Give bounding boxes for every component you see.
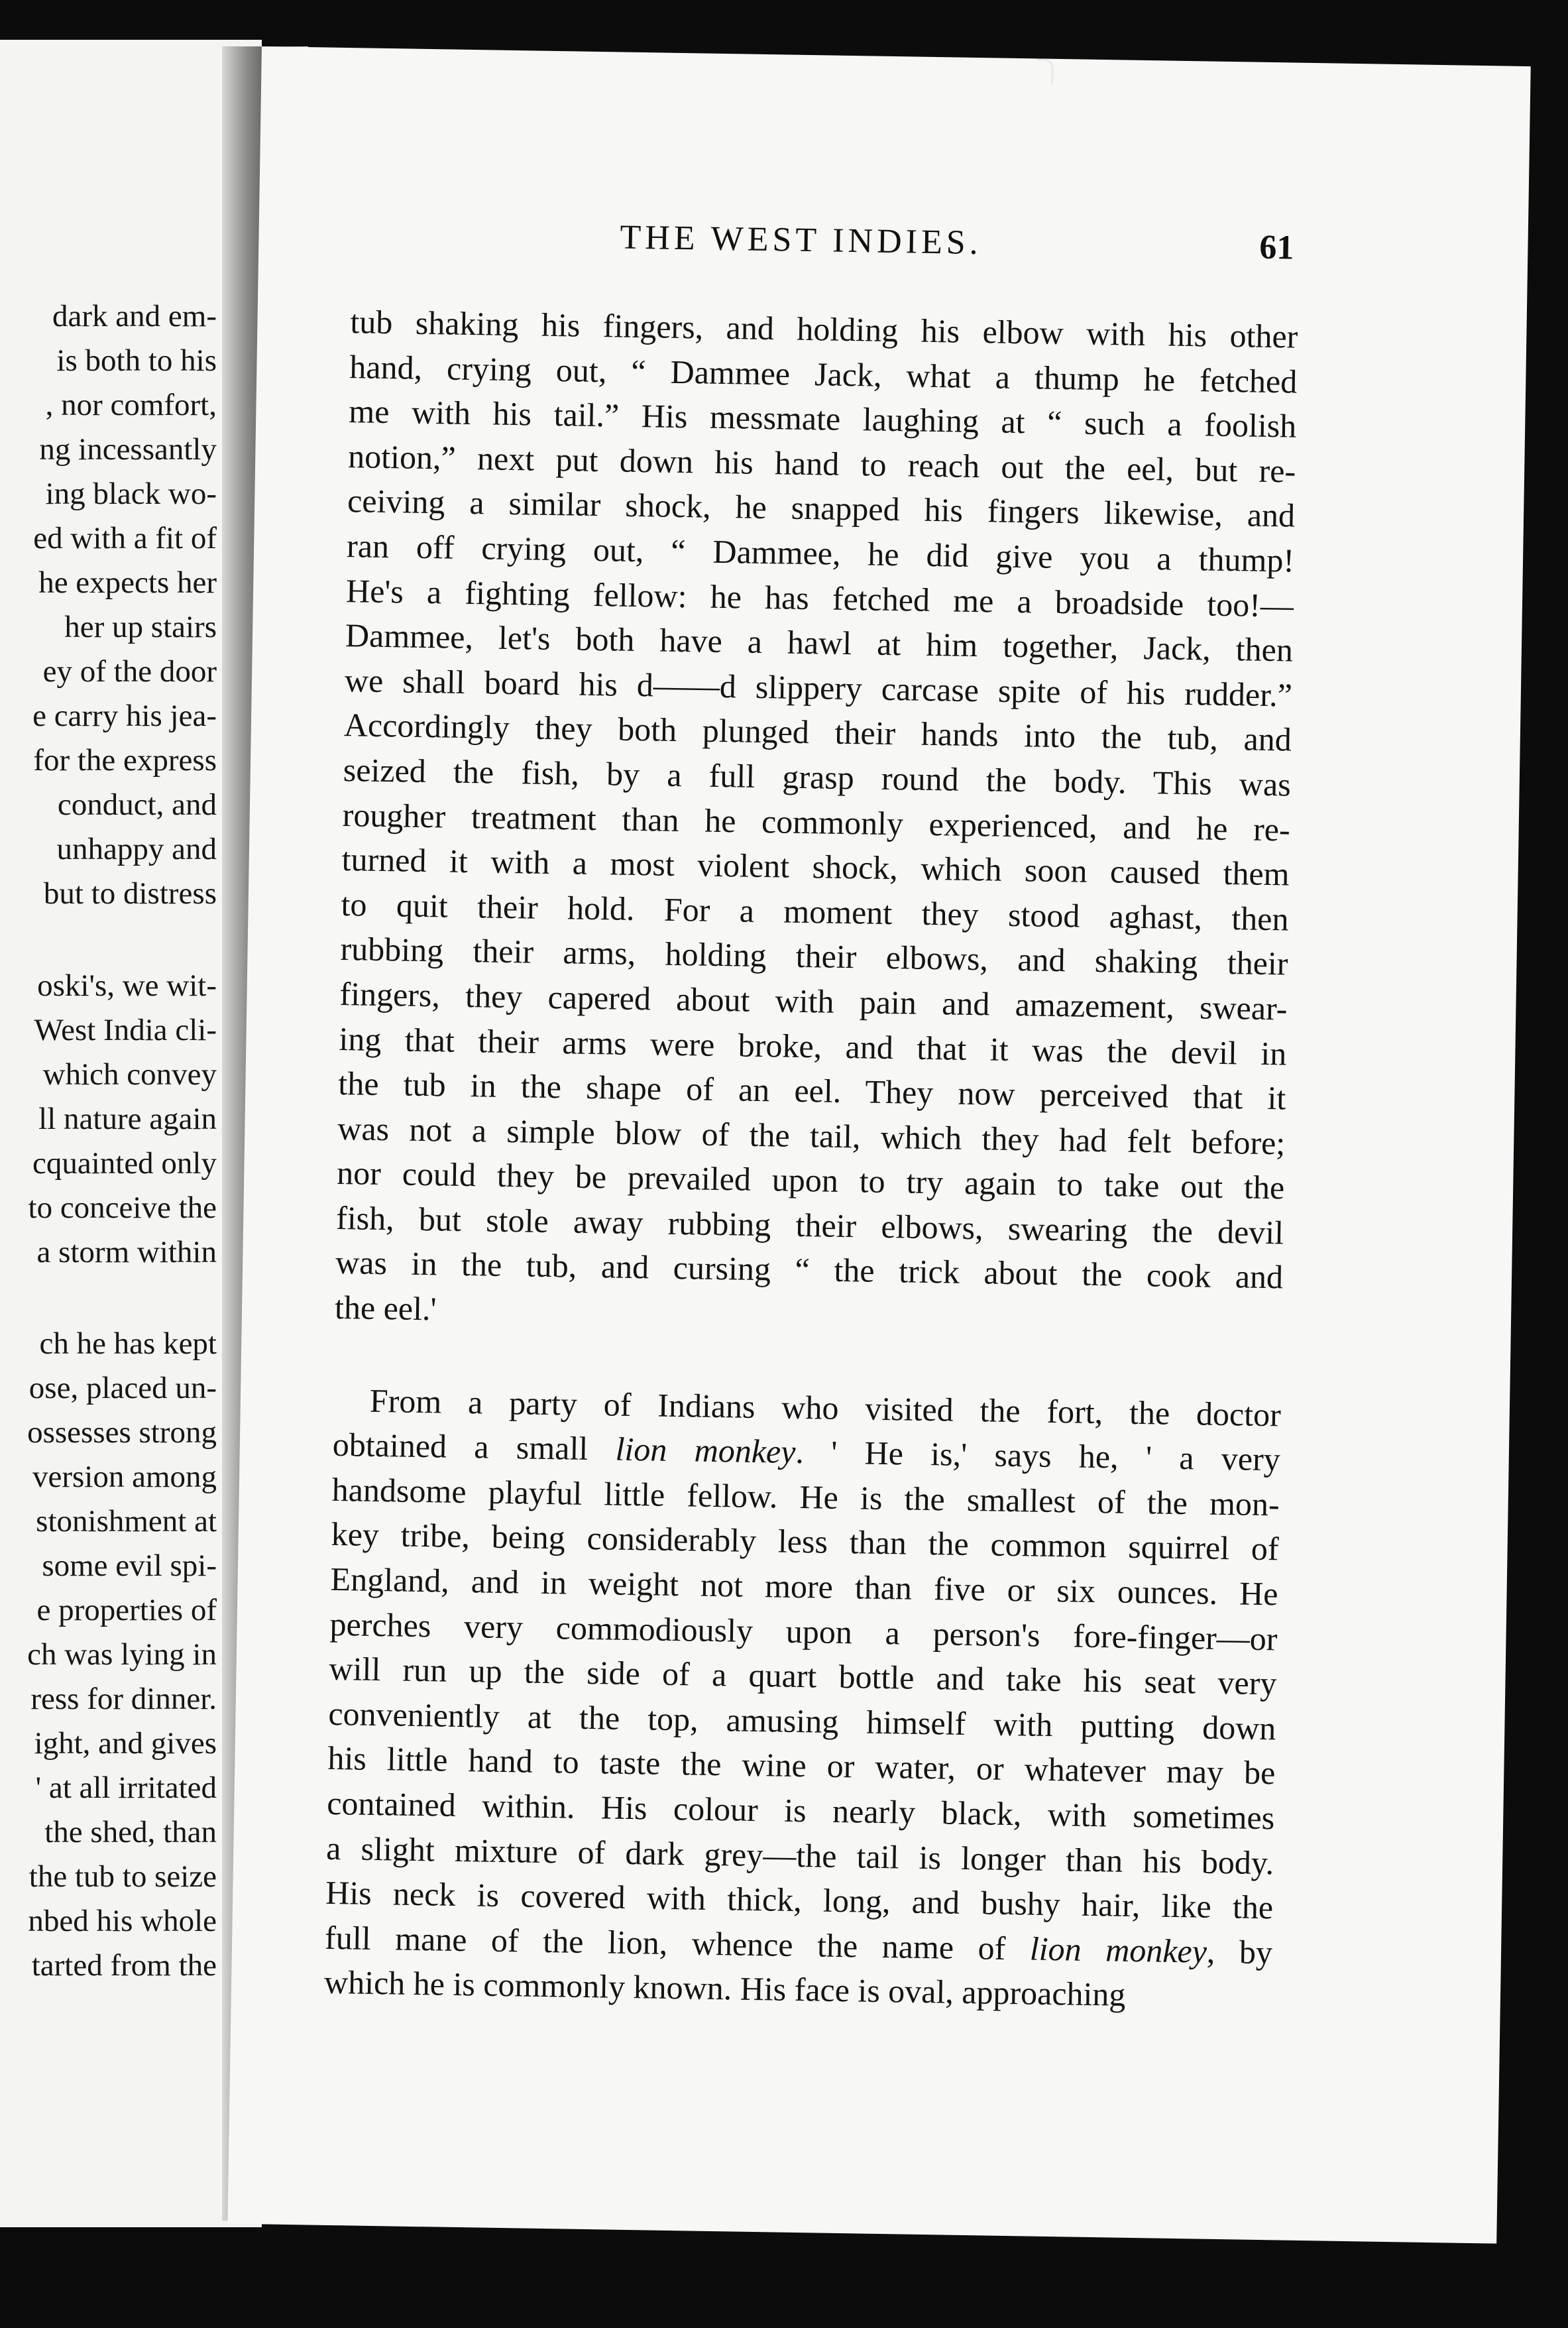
text-line: key tribe, being considerably less than the common squirrel of bbox=[331, 1515, 1280, 1568]
text-line: England, and in weight not more than five or six ounces. He bbox=[330, 1560, 1278, 1613]
left-page-line: he expects her bbox=[38, 565, 217, 600]
left-page-line: the shed, than bbox=[44, 1815, 217, 1849]
left-page-line: West India cli- bbox=[34, 1013, 217, 1047]
italic-term: lion monkey bbox=[1029, 1930, 1207, 1970]
left-page-line: version among bbox=[32, 1460, 217, 1494]
page-number: 61 bbox=[1259, 228, 1294, 267]
left-page-line: , nor comfort, bbox=[45, 388, 217, 422]
text-line: perches very commodiously upon a person's fore-finger—or bbox=[329, 1605, 1278, 1657]
text-line: His neck is covered with thick, long, and bushy hair, like the bbox=[325, 1874, 1274, 1926]
paragraph-2 bbox=[324, 1378, 1282, 2020]
left-page-line: ' at all irritated bbox=[35, 1771, 217, 1805]
left-page-line: ress for dinner. bbox=[30, 1682, 217, 1716]
text-line: rougher treatment than he commonly experienced, and he re- bbox=[342, 795, 1291, 848]
text-line: was not a simple blow of the tail, which they had felt before; bbox=[337, 1109, 1286, 1162]
left-page-line: the tub to seize bbox=[28, 1859, 217, 1894]
left-page-line: ose, placed un- bbox=[28, 1371, 217, 1405]
text-line: rubbing their arms, holding their elbows, and shaking their bbox=[340, 930, 1288, 982]
left-page-line: which convey bbox=[42, 1057, 217, 1092]
left-page-line: tarted from the bbox=[31, 1948, 217, 1983]
left-page-line: dark and em- bbox=[52, 299, 217, 333]
left-page-line: e properties of bbox=[36, 1593, 217, 1627]
text-line: was in the tub, and cursing “ the trick about the cook and bbox=[335, 1244, 1284, 1296]
text-line: which he is commonly known. His face is oval, approaching bbox=[323, 1963, 1126, 2014]
left-page-line: ch was lying in bbox=[27, 1637, 217, 1672]
left-page-line: ed with a fit of bbox=[33, 521, 217, 555]
text-line: nor could they be prevailed upon to try again to take out the bbox=[336, 1154, 1285, 1206]
text-line: to quit their hold. For a moment they stood aghast, then bbox=[341, 885, 1289, 938]
left-page-line: to conceive the bbox=[28, 1191, 217, 1225]
left-page-line: ight, and gives bbox=[34, 1726, 217, 1761]
left-page-line: ossesses strong bbox=[27, 1415, 217, 1450]
left-page-line: nbed his whole bbox=[28, 1904, 217, 1938]
text-line: we shall board his d——d slippery carcase spite of his rudder.” bbox=[344, 661, 1293, 714]
paragraph-1 bbox=[335, 300, 1298, 1345]
body-text bbox=[324, 300, 1298, 2020]
left-page-line: conduct, and bbox=[57, 787, 217, 822]
left-page-line: cquainted only bbox=[32, 1146, 217, 1181]
text-line: full mane of the lion, whence the name of lion monkey, by bbox=[324, 1918, 1273, 1971]
left-page-line: but to distress bbox=[43, 876, 217, 911]
page-mark bbox=[1036, 58, 1054, 84]
left-page-line: stonishment at bbox=[36, 1504, 217, 1539]
text-line: turned it with a most violent shock, which soon caused them bbox=[341, 841, 1290, 893]
text-line: Dammee, let's both have a hawl at him together, Jack, then bbox=[345, 616, 1294, 669]
text-line: hand, crying out, “ Dammee Jack, what a thump he fetched bbox=[349, 347, 1298, 400]
text-line: conveniently at the top, amusing himself with putting down bbox=[328, 1694, 1276, 1747]
text-line: tub shaking his fingers, and holding his elbow with his other bbox=[350, 303, 1298, 355]
text-line: the eel.' bbox=[334, 1289, 437, 1328]
left-page-line: ll nature again bbox=[38, 1102, 217, 1136]
left-page-line: e carry his jea- bbox=[32, 699, 217, 733]
right-page bbox=[227, 46, 1530, 2244]
text-line: He's a fighting fellow: he has fetched me a broadside too!— bbox=[345, 571, 1294, 624]
left-page-line: a storm within bbox=[36, 1235, 217, 1269]
left-page-line: ing black wo- bbox=[45, 477, 217, 511]
left-page-line: ng incessantly bbox=[39, 432, 217, 467]
text-line: a slight mixture of dark grey—the tail is longer than his body. bbox=[325, 1829, 1274, 1881]
text-line: his little hand to taste the wine or water, or whatever may be bbox=[327, 1739, 1276, 1792]
left-page-line: her up stairs bbox=[64, 610, 217, 644]
text-line: handsome playful little fellow. He is the smallest of the mon- bbox=[331, 1470, 1280, 1523]
text-line: fingers, they capered about with pain and amazement, swear- bbox=[339, 974, 1288, 1027]
text-line: fish, but stole away rubbing their elbows, swearing the devil bbox=[335, 1198, 1284, 1251]
text-line: me with his tail.” His messmate laughing at “ such a foolish bbox=[348, 392, 1297, 445]
text-line: ceiving a similar shock, he snapped his fingers likewise, and bbox=[347, 482, 1296, 534]
text-line: obtained a small lion monkey. ' He is,' says he, ' a very bbox=[332, 1426, 1281, 1478]
left-page-line: unhappy and bbox=[56, 832, 217, 866]
text-line: contained within. His colour is nearly black, with sometimes bbox=[326, 1784, 1275, 1837]
text-line: ing that their arms were broke, and that it was the devil in bbox=[339, 1019, 1287, 1072]
running-head: THE WEST INDIES. bbox=[620, 218, 983, 262]
left-page-line: for the express bbox=[33, 743, 217, 778]
text-line: seized the fish, by a full grasp round the body. This was bbox=[343, 751, 1292, 803]
text-line: will run up the side of a quart bottle and take his seat very bbox=[329, 1650, 1277, 1702]
left-page-line: is both to his bbox=[56, 343, 217, 378]
left-page-line: some evil spi- bbox=[42, 1548, 217, 1583]
text-line: the tub in the shape of an eel. They now perceived that it bbox=[338, 1065, 1286, 1117]
text-line: From a party of Indians who visited the fort, the doctor bbox=[369, 1381, 1282, 1434]
italic-term: lion monkey bbox=[615, 1430, 796, 1471]
text-line: notion,” next put down his hand to reach out the eel, but re- bbox=[347, 437, 1296, 490]
left-page-line: ey of the door bbox=[42, 654, 217, 689]
text-line: Accordingly they both plunged their hands into the tub, and bbox=[343, 706, 1292, 758]
left-page-line: ch he has kept bbox=[39, 1326, 217, 1361]
left-page-line: oski's, we wit- bbox=[37, 968, 217, 1003]
text-line: ran off crying out, “ Dammee, he did give you a thump! bbox=[346, 527, 1295, 579]
